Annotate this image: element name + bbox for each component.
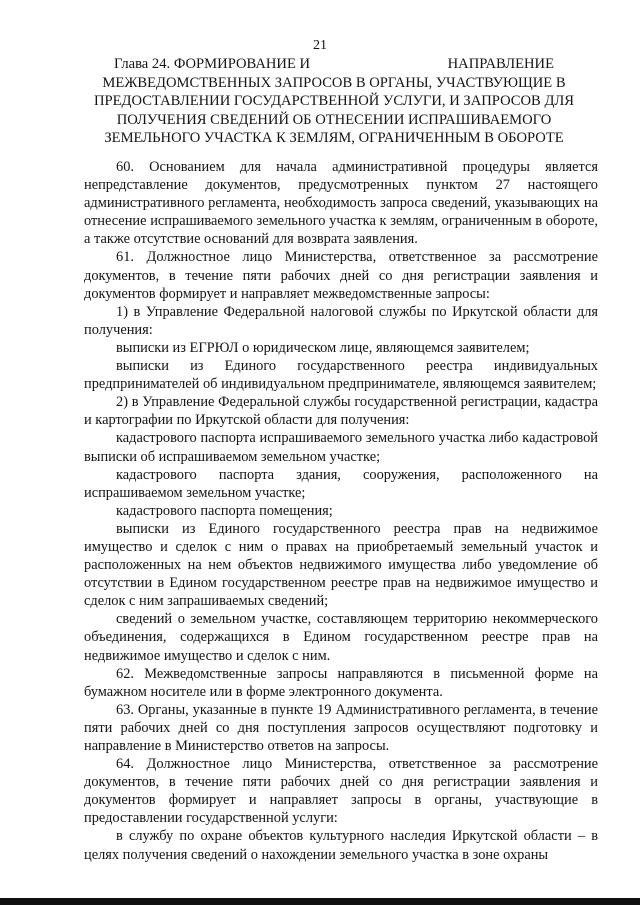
- page-number: 21: [313, 38, 327, 53]
- paragraph-61-item-1: 1) в Управление Федеральной налоговой службы по Иркутской области для получения:: [84, 303, 598, 338]
- paragraph-egrul: выписки из ЕГРЮЛ о юридическом лице, являющемся заявителем;: [116, 339, 530, 356]
- paragraph-64: 64. Должностное лицо Министерства, ответственное за рассмотрение документов, в течение пяти рабочих дней со дня регистрации заявления и документов формирует и направляет запросы в органы, участвующие в предоставлении государственной услуги:: [84, 756, 598, 827]
- heading-line-5: ЗЕМЕЛЬНОГО УЧАСТКА К ЗЕМЛЯМ, ОГРАНИЧЕННЫМ В ОБОРОТЕ: [104, 130, 564, 146]
- heading-line-2: МЕЖВЕДОМСТВЕННЫХ ЗАПРОСОВ В ОРГАНЫ, УЧАСТВУЮЩИЕ В: [102, 74, 566, 91]
- paragraph-cadastral-building: кадастрового паспорта здания, сооружения, расположенного на испрашиваемом земельном участке;: [84, 466, 598, 501]
- paragraph-61-item-2: 2) в Управление Федеральной службы государственной регистрации, кадастра и картографии по Иркутской области для получения:: [84, 394, 598, 429]
- paragraph-cadastral-land: кадастрового паспорта испрашиваемого земельного участка либо кадастровой выписки об испрашиваемом земельном участке;: [84, 430, 598, 465]
- paragraph-60: 60. Основанием для начала административной процедуры является непредставление документов, предусмотренных пунктом 27 настоящего административного регламента, необходимость запроса сведений, указывающих на отнесение испрашиваемого земельного участка к землям, ограниченным в обороте, а также отсутствие оснований для возврата заявления.: [84, 159, 598, 248]
- paragraph-egrip: выписки из Единого государственного реестра индивидуальных предпринимателей об индивидуальном предпринимателе, являющемся заявителем;: [84, 358, 598, 393]
- body-text: [84, 158, 598, 864]
- heading-line-1-left: Глава 24. ФОРМИРОВАНИЕ И: [114, 56, 311, 72]
- paragraph-egrp-extract: выписки из Единого государственного реестра прав на недвижимое имущество и сделок с ним о правах на приобретаемый земельный участок и расположенных на нем объектов недвижимого имущества либо уведомление об отсутствии в Едином государственном реестре прав на недвижимое имущество и сделок с ним запрашиваемых сведений;: [84, 520, 598, 610]
- paragraph-62: 62. Межведомственные запросы направляются в письменной форме на бумажном носителе или в форме электронного документа.: [84, 665, 598, 700]
- heading-line-1-right: НАПРАВЛЕНИЕ: [447, 56, 554, 72]
- heading-line-3: ПРЕДОСТАВЛЕНИИ ГОСУДАРСТВЕННОЙ УСЛУГИ, И ЗАПРОСОВ ДЛЯ: [93, 93, 575, 109]
- paragraph-61: 61. Должностное лицо Министерства, ответственное за рассмотрение документов, в течение пяти рабочих дней со дня регистрации заявления и документов формирует и направляет межведомственные запросы:: [84, 249, 598, 302]
- paragraph-63: 63. Органы, указанные в пункте 19 Административного регламента, в течение пяти рабочих дней со дня поступления запросов осуществляют подготовку и направление в Министерство ответов на запросы.: [84, 701, 598, 754]
- paragraph-cadastral-premises: кадастрового паспорта помещения;: [116, 502, 333, 519]
- heading-line-1: [84, 55, 584, 74]
- chapter-heading: [84, 55, 584, 148]
- paragraph-noncommercial: сведений о земельном участке, составляющем территорию некоммерческого объединения, содержащихся в Едином государственном реестре прав на недвижимое имущество и сделок с ним.: [84, 611, 598, 664]
- heading-line-4: ПОЛУЧЕНИЯ СВЕДЕНИЙ ОБ ОТНЕСЕНИИ ИСПРАШИВАЕМОГО: [116, 111, 552, 128]
- paragraph-heritage: в службу по охране объектов культурного наследия Иркутской области – в целях получения сведений о нахождении земельного участка в зоне охраны: [84, 828, 598, 863]
- scan-edge-bar: [0, 898, 640, 905]
